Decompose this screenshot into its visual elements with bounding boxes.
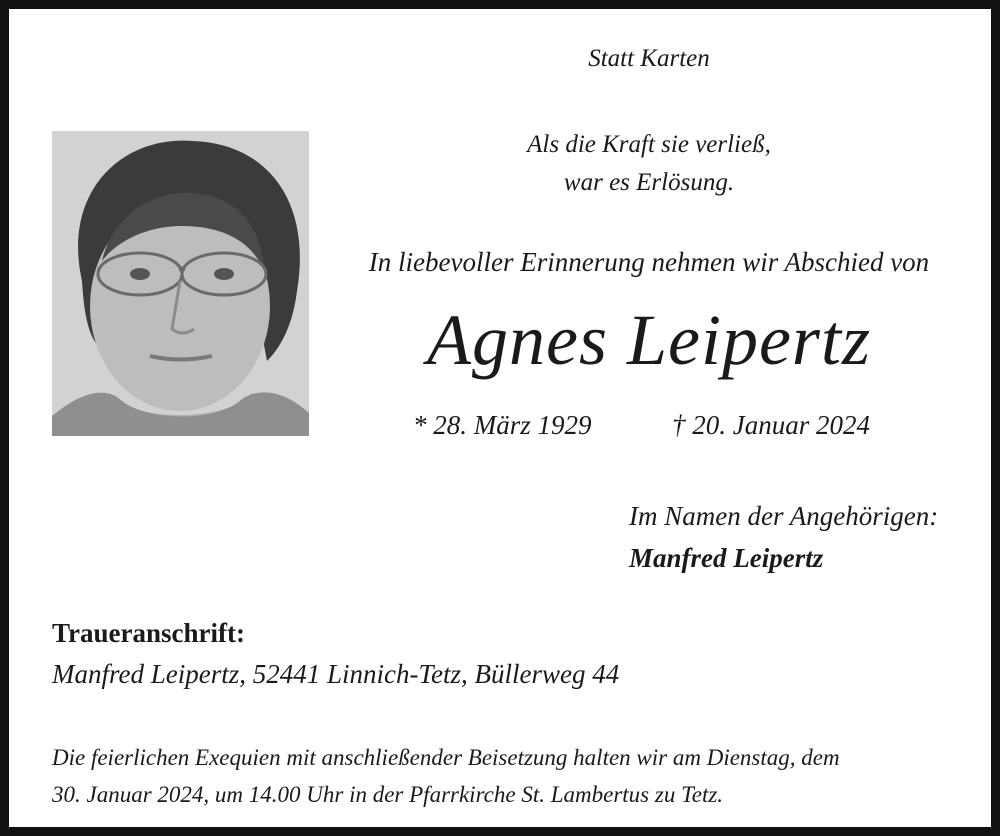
- birth-date: * 28. März 1929: [413, 410, 592, 440]
- death-date: † 20. Januar 2024: [672, 410, 870, 440]
- verse: [449, 126, 849, 202]
- verse-line-1: Als die Kraft sie verließ,: [527, 131, 771, 158]
- address-heading: Traueranschrift:: [52, 618, 245, 648]
- signature-block: [629, 495, 938, 579]
- address-line: Manfred Leipertz, 52441 Linnich-Tetz, Büllerweg 44: [52, 659, 620, 689]
- header-statt-karten: Statt Karten: [588, 45, 710, 72]
- signer-name: Manfred Leipertz: [629, 543, 824, 573]
- portrait-illustration: [52, 131, 309, 436]
- deceased-name: Agnes Leipertz: [427, 300, 871, 380]
- service-line-2: 30. Januar 2024, um 14.00 Uhr in der Pfarrkirche St. Lambertus zu Tetz.: [52, 782, 724, 807]
- service-line-1: Die feierlichen Exequien mit anschließender Beisetzung halten wir am Dienstag, dem: [52, 745, 840, 770]
- service-info: [52, 739, 982, 813]
- intro-text: In liebevoller Erinnerung nehmen wir Abschied von: [368, 247, 930, 277]
- verse-line-2: war es Erlösung.: [563, 169, 735, 196]
- signature-intro: Im Namen der Angehörigen:: [629, 501, 939, 531]
- portrait-photo: [52, 131, 309, 436]
